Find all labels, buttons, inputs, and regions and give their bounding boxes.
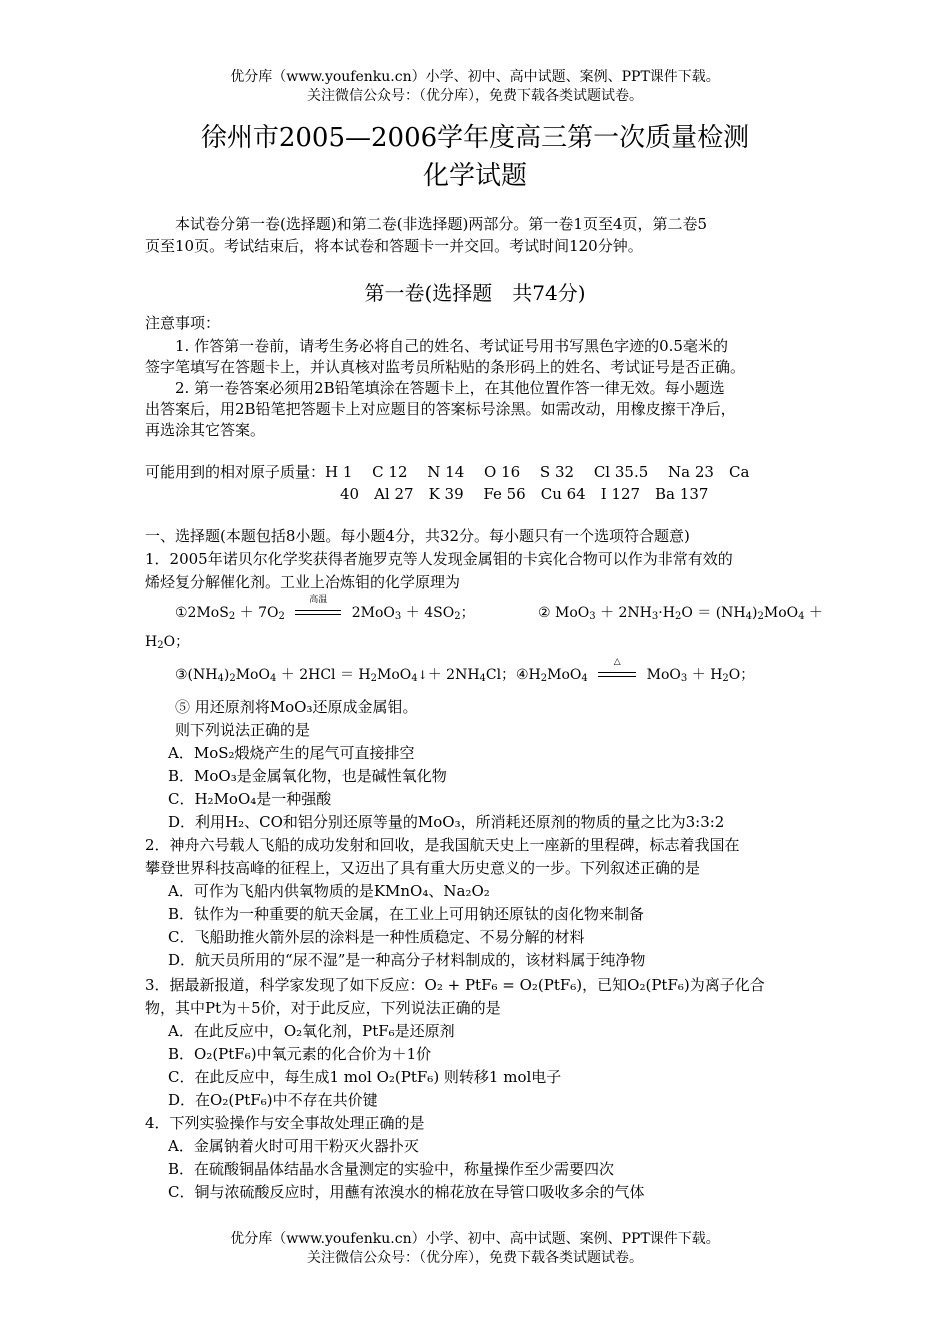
q1-question: 则下列说法正确的是 xyxy=(175,721,311,739)
notice-line: 2. 第一卷答案必须用2B铅笔填涂在答题卡上，在其他位置作答一律无效。每小题选 xyxy=(175,379,725,397)
part1-heading: 一、选择题(本题包括8小题。每小题4分，共32分。每小题只有一个选项符合题意) xyxy=(145,527,690,545)
q1-reaction-2-cont: $H_2O$； xyxy=(145,634,190,651)
q3-stem-line-2: 物，其中Pt为＋5价，对于此反应，下列说法正确的是 xyxy=(145,999,501,1017)
notice-line: 1. 作答第一卷前，请考生务必将自己的姓名、考试证号用书写黑色字迹的0.5毫米的 xyxy=(175,337,728,355)
q1-reaction-3: $③(NH_4)_2MoO_4 + 2HCl$ ＝ $H_2MoO_4↓+ 2NH_4Cl$； xyxy=(175,667,516,684)
q2-option-a: A．可作为飞船内供氧物质的是KMnO₄、Na₂O₂ xyxy=(168,882,490,900)
notice-line: 出答案后，用2B铅笔把答题卡上对应题目的答案标号涂黑。如需改动，用橡皮擦干净后， xyxy=(145,400,736,418)
header-line-1: 优分库（www.youfenku.cn）小学、初中、高中试题、案例、PPT课件下载。 xyxy=(230,69,720,85)
q1-reaction-1: ①2MoS$_2$ ＋ $7O_2$ 高温 $2MoO_3 + 4SO_2$； xyxy=(175,595,475,622)
q4-option-c: C．铜与浓硫酸反应时，用蘸有浓溴水的棉花放在导管口吸收多余的气体 xyxy=(168,1183,645,1201)
high-temp-label: 高温 xyxy=(309,595,328,605)
q2-stem-line-1: 2．神舟六号载人飞船的成功发射和回收，是我国航天史上一座新的里程碑，标志着我国在 xyxy=(145,836,740,854)
q1-reaction-5: ⑤ 用还原剂将MoO₃还原成金属钼。 xyxy=(175,698,418,716)
q3-option-a: A．在此反应中，O₂氧化剂，PtF₆是还原剂 xyxy=(168,1022,455,1040)
footer-line-1: 优分库（www.youfenku.cn）小学、初中、高中试题、案例、PPT课件下载。 xyxy=(230,1231,720,1247)
q1-reaction-4: $④H_2MoO_4$ △ $MoO_3 + H_2O$； xyxy=(516,657,755,684)
atomic-masses-line-1: 可能用到的相对原子质量：H 1 C 12 N 14 O 16 S 32 Cl 35.5 Na 23 Ca xyxy=(145,463,750,481)
exam-title: 徐州市2005—2006学年度高三第一次质量检测 xyxy=(200,123,750,153)
section-title: 第一卷(选择题 共74分) xyxy=(364,281,586,305)
q3-option-b: B．O₂(PtF₆)中氧元素的化合价为＋1价 xyxy=(168,1045,432,1063)
q1-option-a: A．MoS₂煅烧产生的尾气可直接排空 xyxy=(168,744,415,762)
header-line-2: 关注微信公众号：（优分库），免费下载各类试题试卷。 xyxy=(307,88,643,104)
q2-option-d: D．航天员所用的“尿不湿”是一种高分子材料制成的，该材料属于纯净物 xyxy=(168,951,646,969)
footer-line-2: 关注微信公众号：（优分库），免费下载各类试题试卷。 xyxy=(307,1250,643,1266)
q4-option-b: B．在硫酸铜晶体结晶水含量测定的实验中，称量操作至少需要四次 xyxy=(168,1160,615,1178)
q1-stem-line-1: 1．2005年诺贝尔化学奖获得者施罗克等人发现金属钼的卡宾化合物可以作为非常有效的 xyxy=(145,550,733,568)
q2-option-b: B．钛作为一种重要的航天金属，在工业上可用钠还原钛的卤化物来制备 xyxy=(168,905,645,923)
intro-line-2: 页至10页。考试结束后，将本试卷和答题卡一并交回。考试时间120分钟。 xyxy=(145,237,643,255)
heat-label: △ xyxy=(613,657,621,667)
q3-option-c: C．在此反应中，每生成1 mol O₂(PtF₆) 则转移1 mol电子 xyxy=(168,1068,562,1086)
q3-stem-line-1: 3．据最新报道，科学家发现了如下反应：O₂ + PtF₆ = O₂(PtF₆)，已知O₂(PtF₆)为离子化合 xyxy=(145,976,765,994)
intro-line-1: 本试卷分第一卷(选择题)和第二卷(非选择题)两部分。第一卷1页至4页，第二卷5 xyxy=(175,215,708,233)
q1-reaction-2: ② $MoO_3 + 2NH_3\cdot H_2O = (NH_4)_2MoO_4$ ＋ xyxy=(538,605,823,622)
exam-subject: 化学试题 xyxy=(422,161,527,191)
atomic-masses-line-2: 40 Al 27 K 39 Fe 56 Cu 64 I 127 Ba 137 xyxy=(340,485,709,503)
notice-heading: 注意事项： xyxy=(145,314,221,332)
heat-condition xyxy=(598,657,636,681)
notice-line: 再选涂其它答案。 xyxy=(145,421,266,439)
q1-option-c: C．H₂MoO₄是一种强酸 xyxy=(168,790,332,808)
q4-option-a: A．金属钠着火时可用干粉灭火器扑灭 xyxy=(168,1137,419,1155)
q2-stem-line-2: 攀登世界科技高峰的征程上，又迈出了具有重大历史意义的一步。下列叙述正确的是 xyxy=(145,859,701,877)
q1-option-d: D．利用H₂、CO和铝分别还原等量的MoO₃，所消耗还原剂的物质的量之比为3:3:2 xyxy=(168,813,725,831)
q1-stem-line-2: 烯烃复分解催化剂。工业上冶炼钼的化学原理为 xyxy=(145,573,461,591)
notice-line: 签字笔填写在答题卡上，并认真核对监考员所粘贴的条形码上的姓名、考试证号是否正确。 xyxy=(145,358,746,376)
high-temp-condition xyxy=(295,595,341,619)
q3-option-d: D．在O₂(PtF₆)中不存在共价键 xyxy=(168,1091,378,1109)
q1-option-b: B．MoO₃是金属氧化物，也是碱性氧化物 xyxy=(168,767,447,785)
q4-stem: 4．下列实验操作与安全事故处理正确的是 xyxy=(145,1114,425,1132)
q2-option-c: C．飞船助推火箭外层的涂料是一种性质稳定、不易分解的材料 xyxy=(168,928,585,946)
